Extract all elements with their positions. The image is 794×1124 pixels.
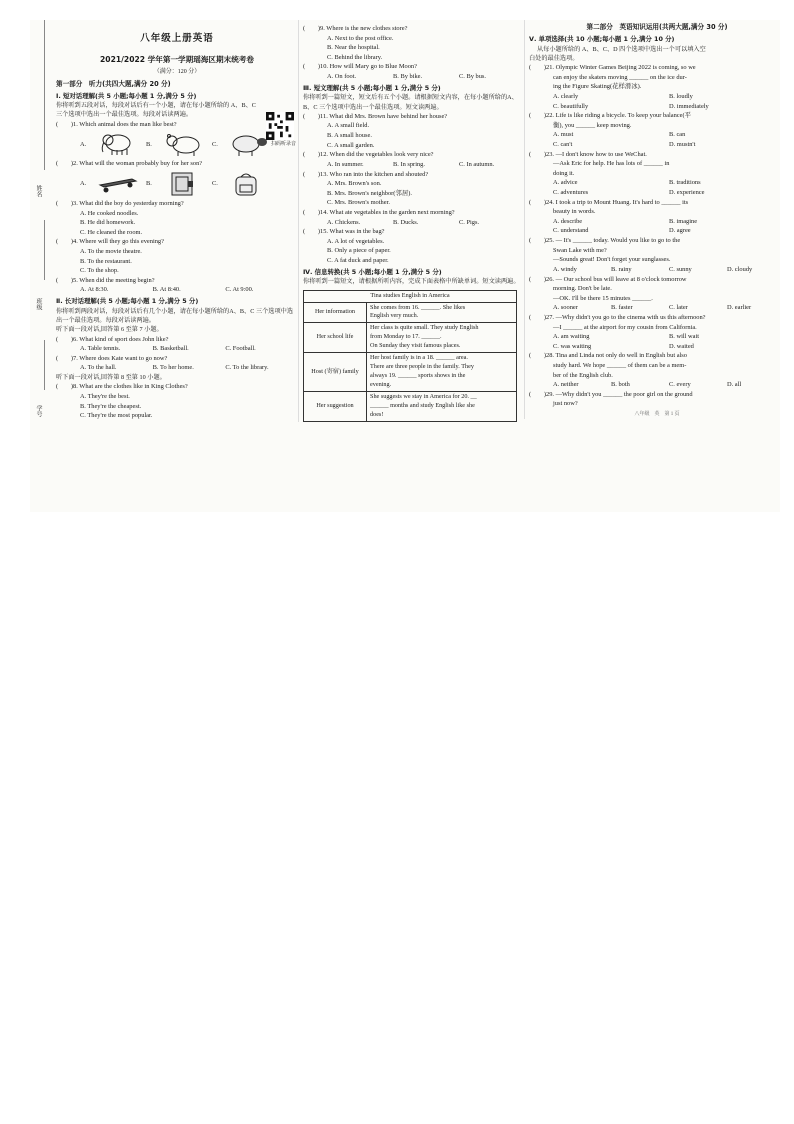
question-3: ( )3. What did the boy do yesterday morning? [56,199,184,207]
question-line: ( )25. — It's ______ today. Would you like to go to the [529,237,681,245]
option-a[interactable]: A. A lot of vegetables. [327,237,385,245]
options-row [529,332,780,342]
section-instructions: 从每小题所给的 A、B、C、D 四个选项中选出一个可以填入空 [537,45,706,53]
option-d[interactable]: D. all [727,381,742,389]
question-26 [529,275,780,313]
binding-margin [30,20,52,512]
section-instructions: 你将听到五段对话，每段对话后有一个小题，请在每小题所给的 A、B、C 三个选项中选出一个最佳选项。每段对话读两遍。 [56,102,256,119]
row-content[interactable] [367,392,517,422]
exam-subtitle: 2021/2022 学年第一学期瑶海区期末统考卷 [100,55,254,65]
option-d[interactable]: D. cloudy [727,265,753,273]
option-d[interactable]: D. mustn't [669,140,696,148]
question-line: —Ask Eric for help. He has lots of ______ in [553,160,670,168]
row-line: Her class is quite small. They study English [370,324,479,332]
option-a[interactable]: A. To the hall. [80,364,117,372]
question-line: ( )24. I took a trip to Mount Huang. It's hard to ______ its [529,198,689,206]
option-label: B. [146,180,152,188]
option-a[interactable]: A. At 8:30. [80,286,109,294]
section-instructions: 白处的最佳选项。 [529,54,579,62]
q2-picture-options [56,169,298,199]
option-label: B. [146,140,152,148]
table-row [304,302,517,323]
question-14: ( )14. What ate vegetables in the garden next morning? [303,208,455,216]
options-row [529,342,780,352]
question-line: ( )23. —I don't know how to use WeChat. [529,150,647,158]
question-line: —OK. I'll be there 15 minutes ______. [553,294,653,302]
column-right [524,20,780,419]
option-b[interactable]: B. Only a piece of paper. [327,247,391,255]
question-27 [529,313,780,351]
question-line: just now? [553,400,578,408]
option-b[interactable]: B. Ducks. [393,218,419,226]
row-line: English very much. [370,312,419,320]
question-line: ( )28. Tina and Linda not only do well in English but also [529,352,687,360]
row-line: She comes from 16. ______. She likes [370,303,466,311]
backpack-icon[interactable] [224,171,276,197]
elephant-icon[interactable] [92,131,144,157]
option-a[interactable]: A. clearly [553,92,579,100]
option-c[interactable]: C. In autumn. [459,160,495,168]
options-row [529,188,780,198]
option-a[interactable]: A. Next to the post office. [327,34,394,42]
margin-label-number: 学号 [35,405,41,417]
qr-caption: 扫码听录音 [270,142,296,147]
options-row [529,92,780,102]
options-row [303,160,525,170]
question-9: ( )9. Where is the new clothes store? [303,25,408,32]
option-a[interactable]: A. advice [553,179,578,187]
option-label: A. [80,140,87,148]
option-a[interactable]: A. am waiting [553,333,590,341]
question-25 [529,236,780,274]
option-b[interactable]: B. can [669,131,686,139]
option-c[interactable]: C. To the library. [225,364,269,372]
option-c[interactable]: C. A fat duck and paper. [327,257,389,264]
row-line: ______ months and study English like she [370,402,475,410]
options-row [529,130,780,140]
row-line: evening. [370,381,392,389]
question-10: ( )10. How will Mary go to Blue Moon? [303,63,417,71]
row-line: Her host family is in a 18. ______ area. [370,354,468,362]
row-label: Her school life [304,323,367,353]
row-content[interactable] [367,323,517,353]
exam-sheet [30,20,780,512]
row-line: always 19. ______ sports shows in the [370,372,466,380]
options-row [56,363,298,373]
option-c[interactable]: C. adventures [553,189,589,197]
question-line: study hard. We hope ______ of them can be a mem- [553,361,687,369]
options-row [303,218,525,228]
section-instructions: 听下面一段对话,回答第 6 至第 7 小题。 [56,326,163,334]
options-row [529,265,780,275]
row-line: On Sunday they visit famous places. [370,342,461,350]
question-line: can enjoy the skaters moving ______ on the ice dur- [553,73,687,81]
q1-picture-options [56,129,298,159]
column-middle [298,20,525,422]
option-b[interactable]: B. By bike. [393,73,423,81]
option-c[interactable]: C. To the shop. [80,267,119,275]
option-b[interactable]: B. Mrs. Brown's neighbor(邻居). [327,189,412,197]
exam-title: 八年级上册英语 [140,33,214,44]
question-23 [529,150,780,198]
option-label: C. [212,140,218,148]
option-d[interactable]: D. immediately [669,102,709,110]
question-21 [529,63,780,111]
options-row [529,140,780,150]
question-15: ( )15. What was in the bag? [303,228,385,236]
option-b[interactable]: B. both [611,381,630,389]
section-instructions: 你将听到两段对话，每段对话后有几个小题，请在每小题所给的A、B、C 三个选项中选出一个最佳选项。每段对话读两遍。 [56,307,294,324]
options-row [529,178,780,188]
option-c[interactable]: C. was waiting [553,342,592,350]
row-label: Host (寄宿) family [304,353,367,392]
question-line: —I ______ at the airport for my cousin from California. [553,323,697,331]
row-line: does! [370,411,384,419]
options-row [529,303,780,313]
option-label: C. [212,180,218,188]
options-row [56,344,298,354]
question-line: beauty in words. [553,208,596,216]
option-b[interactable]: B. faster [611,304,633,312]
option-c[interactable]: C. They're the most popular. [80,412,153,420]
row-label: Her suggestion [304,392,367,422]
option-c[interactable]: C. Behind the library. [327,53,383,61]
column-left [56,20,298,421]
option-a[interactable]: A. windy [553,265,577,273]
options-row [529,380,780,390]
option-a[interactable]: A. must [553,131,574,139]
option-a[interactable]: A. neither [553,381,579,389]
question-6: ( )6. What kind of sport does John like? [56,335,169,343]
page-footer: 八年级 英 第 1 页 [634,412,680,418]
option-d[interactable]: D. waited [669,342,694,350]
row-content[interactable] [367,302,517,323]
option-b[interactable]: B. traditions [669,179,701,187]
option-a[interactable]: A. Chickens. [327,218,361,226]
row-line: She suggests we stay in America for 20. __ [370,393,477,401]
option-c[interactable]: C. Pigs. [459,218,480,226]
question-line: ( )21. Olympic Winter Games Beijing 2022 is coming, so we [529,64,696,72]
option-b[interactable]: B. He did homework. [80,219,136,227]
question-line: 衡), you ______ keep moving. [553,121,632,129]
option-a[interactable]: A. He cooked noodles. [80,209,139,217]
option-a[interactable]: A. On foot. [327,73,357,81]
question-2: ( )2. What will the woman probably buy for her son? [56,160,203,168]
question-line: ( )29. —Why didn't you ______ the poor girl on the ground [529,390,693,398]
question-line: ing the Figure Skating(花样滑冰). [553,83,642,91]
option-b[interactable]: B. A small house. [327,132,372,140]
section-heading: Ⅴ. 单项选择(共 10 小题;每小题 1 分,满分 10 分) [529,34,675,43]
option-a[interactable]: A. sooner [553,304,578,312]
question-8: ( )8. What are the clothes like in King Clothes? [56,383,188,391]
margin-label-class: 班级 [35,298,41,310]
option-label: A. [80,180,87,188]
margin-label-name: 姓名 [35,185,41,197]
option-c[interactable]: C. later [669,304,688,312]
row-line: There are three people in the family. They [370,363,474,371]
row-line: from Monday to 17. ______. [370,333,442,341]
option-c[interactable]: C. By bus. [459,73,486,81]
option-a[interactable]: A. A small field. [327,122,370,130]
option-c[interactable]: C. At 9:00. [225,286,254,294]
option-b[interactable]: B. loudly [669,92,693,100]
section-heading: Ⅳ. 信息转换(共 5 小题;每小题 1 分,满分 5 分) [303,267,442,276]
question-line: ( )22. Life is like riding a bicycle. To keep your balance(平 [529,112,691,120]
table-row [304,353,517,392]
part-heading: 第一部分 听力(共四大题,满分 20 分) [56,79,171,88]
options-row [529,102,780,112]
row-content[interactable] [367,353,517,392]
question-22 [529,111,780,149]
full-score: （满分：120 分） [153,68,201,75]
qr-code-icon[interactable] [266,112,294,140]
bear-icon[interactable] [158,131,210,157]
option-b[interactable]: B. In spring. [393,160,425,168]
option-b[interactable]: B. Near the hospital. [327,44,380,52]
question-line: ( )27. —Why didn't you go to the cinema with us this afternoon? [529,313,706,321]
question-line: ber of the English club. [553,371,613,379]
option-d[interactable]: D. agree [669,227,691,235]
question-line: doing it. [553,169,575,177]
skateboard-icon[interactable] [92,171,144,197]
option-c[interactable]: C. every [669,381,691,389]
section-instructions: 你将听到一篇短文，短文后有五个小题。请根据短文内容，在每小题所给的A、B、C 三个选项中选出一个最佳选项。短文读两遍。 [303,94,518,111]
option-a[interactable]: A. describe [553,217,583,225]
row-label: Her information [304,302,367,323]
question-12: ( )12. When did the vegetables look very nice? [303,151,434,159]
options-row [303,72,525,82]
question-7: ( )7. Where does Kate want to go now? [56,354,168,362]
wallet-icon[interactable] [158,171,210,197]
question-13: ( )13. Who ran into the kitchen and shouted? [303,170,429,178]
section-heading: Ⅰ. 短对话理解(共 5 小题;每小题 1 分,满分 5 分) [56,91,197,100]
option-b[interactable]: B. imagine [669,217,698,225]
margin-divider [44,20,45,170]
option-d[interactable]: D. experience [669,189,705,197]
option-c[interactable]: C. can't [553,140,573,148]
options-row [56,285,298,295]
info-table [303,290,517,423]
options-row [529,217,780,227]
question-28 [529,351,780,389]
option-a[interactable]: A. They're the best. [80,392,130,400]
option-c[interactable]: C. Mrs. Brown's mother. [327,199,390,207]
question-line: ( )26. — Our school bus will leave at 8 o'clock tomorrow [529,275,687,283]
option-d[interactable]: D. earlier [727,304,752,312]
question-line: Swan Lake with me? [553,246,607,254]
option-c[interactable]: C. A small garden. [327,141,375,149]
option-c[interactable]: C. sunny [669,265,692,273]
margin-divider [44,220,45,280]
option-a[interactable]: A. Table tennis. [80,345,121,353]
option-a[interactable]: A. To the movie theatre. [80,248,142,255]
option-b[interactable]: B. To her home. [152,364,194,372]
section-heading: Ⅱ. 长对话理解(共 5 小题;每小题 1 分,满分 5 分) [56,297,199,306]
part-heading: 第二部分 英语知识运用(共两大题,满分 30 分) [586,23,728,31]
table-caption: Tina studies English in America [304,290,517,302]
question-4: ( )4. Where will they go this evening? [56,238,164,246]
section-instructions: 听下面一段对话,回答第 8 至第 10 小题。 [56,373,166,381]
question-29 [529,390,780,409]
question-1: ( )1. Which animal does the man like best? [56,120,177,128]
question-5: ( )5. When did the meeting begin? [56,276,155,284]
options-row [529,226,780,236]
option-c[interactable]: C. beautifully [553,102,589,110]
option-b[interactable]: B. To the restaurant. [80,257,132,265]
question-line: morning. Don't be late. [553,285,612,293]
option-c[interactable]: C. Football. [225,345,256,353]
option-c[interactable]: C. He cleaned the room. [80,228,143,236]
option-b[interactable]: B. They're the cheapest. [80,402,142,410]
section-instructions: 你将听到一篇短文，请根据所听内容，完成下面表格中所缺单词。短文读两遍。 [303,278,520,286]
question-11: ( )11. What did Mrs. Brown have behind her house? [303,112,448,120]
question-line: —Sounds great! Don't forget your sunglasses. [553,256,671,264]
option-c[interactable]: C. understand [553,227,589,235]
option-b[interactable]: B. At 8:40. [152,286,181,294]
table-row [304,392,517,422]
option-b[interactable]: B. rainy [611,265,632,273]
option-a[interactable]: A. Mrs. Brown's son. [327,180,382,188]
margin-divider [44,340,45,390]
table-row [304,323,517,353]
section-heading: Ⅲ. 短文理解(共 5 小题;每小题 1 分,满分 5 分) [303,83,441,92]
option-b[interactable]: B. Basketball. [152,345,189,353]
question-24 [529,198,780,236]
option-a[interactable]: A. In summer. [327,160,364,168]
option-b[interactable]: B. will wait [669,333,699,341]
